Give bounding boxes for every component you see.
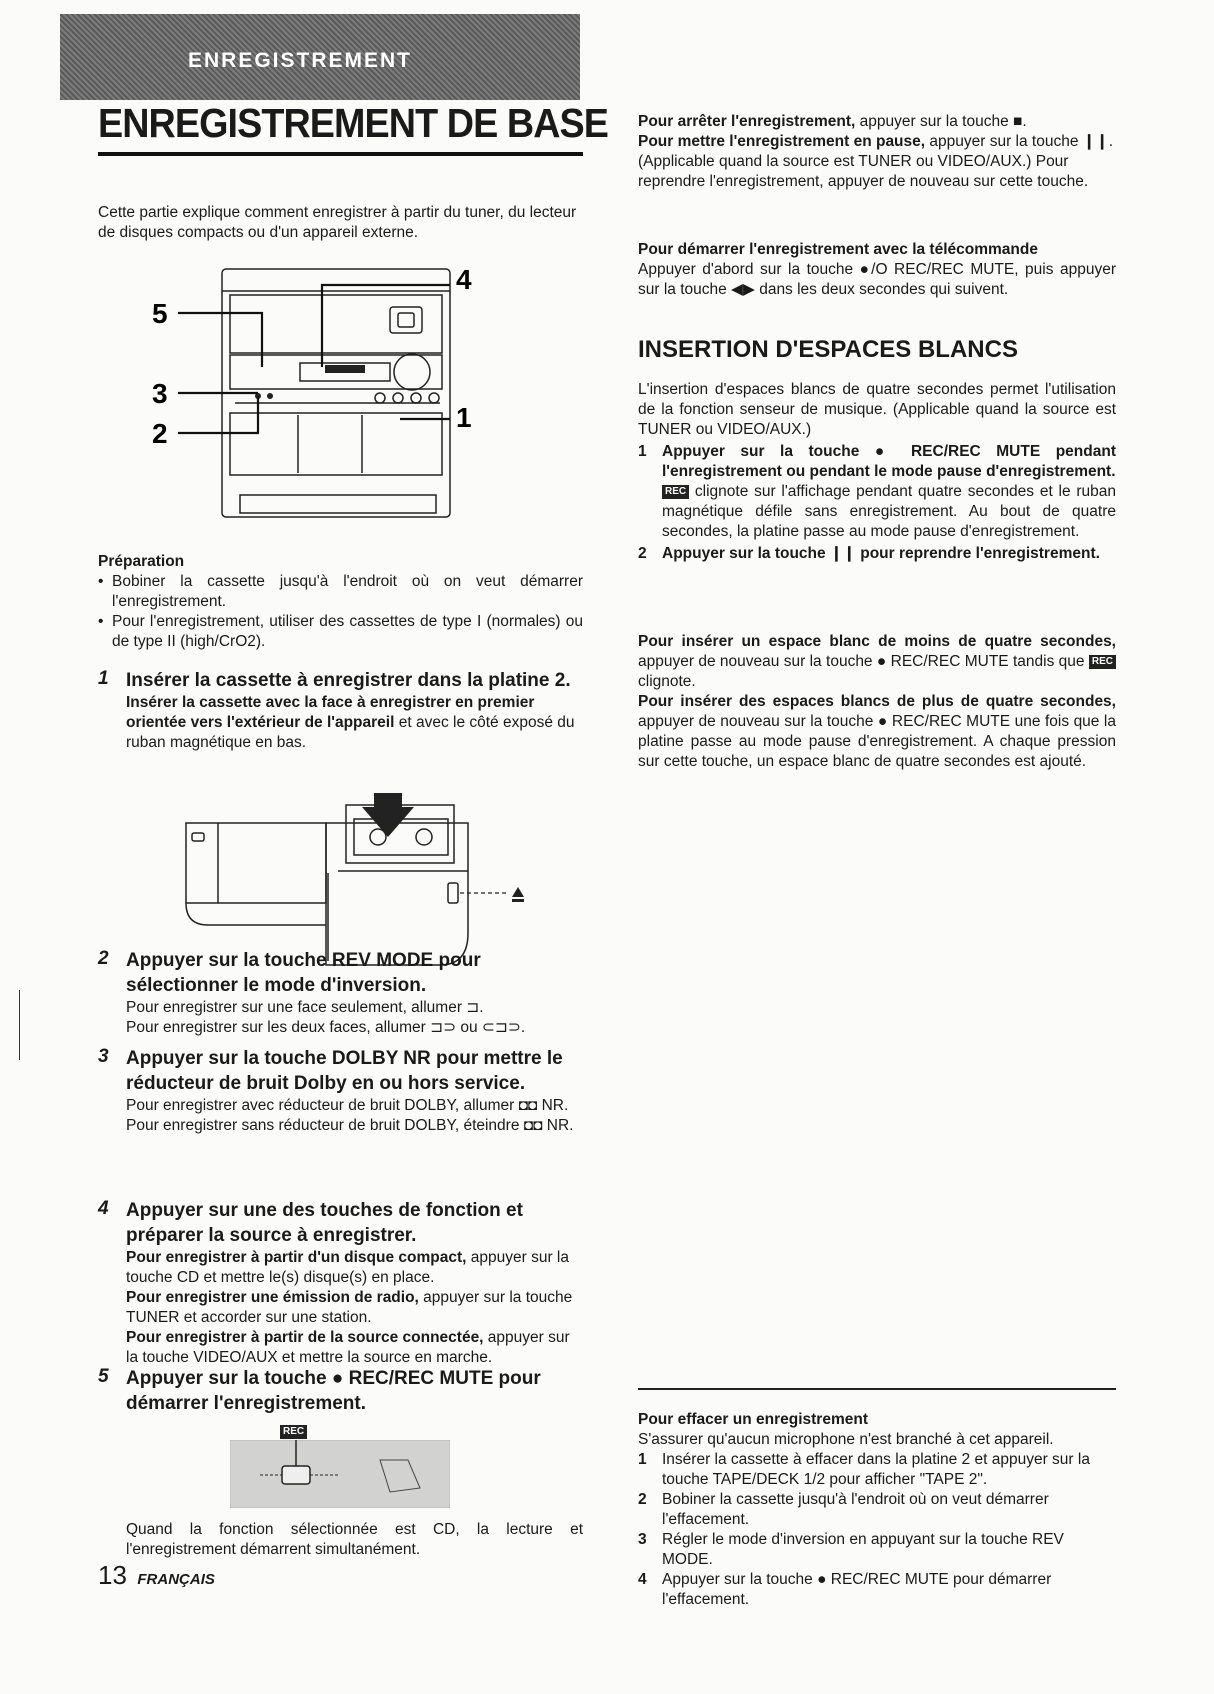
step-number: 1 xyxy=(98,668,109,689)
rec-badge: REC xyxy=(280,1425,307,1439)
preparation-section xyxy=(98,552,583,652)
blank-section-title: INSERTION D'ESPACES BLANCS xyxy=(638,336,1018,363)
stop-text: appuyer sur la touche ■. xyxy=(855,113,1027,130)
list-item xyxy=(638,1490,1116,1530)
step-5-note: Quand la fonction sélectionnée est CD, la lecture et l'enregistrement démarrent simultanément. xyxy=(126,1521,583,1558)
step-line-text: appuyer sur la touche CD et mettre le(s) disque(s) en place. xyxy=(126,1249,569,1286)
item-number: 2 xyxy=(638,1491,647,1508)
rec-badge: REC xyxy=(1089,655,1116,669)
callout-label: 2 xyxy=(152,418,168,449)
margin-mark xyxy=(19,990,20,1060)
pause-text: appuyer sur la touche ❙❙. (Applicable quand la source est TUNER ou VIDEO/AUX.) Pour reprendre l'enregistrement, appuyer de nouveau sur cette touche. xyxy=(638,133,1114,190)
step-body xyxy=(98,693,583,753)
page-number: 13 xyxy=(98,1560,127,1590)
step-heading: Appuyer sur la touche ● REC/REC MUTE pendant l'enregistrement ou pendant le mode pause d'enregistrement. xyxy=(662,443,1116,480)
section-header-band xyxy=(60,14,580,100)
item-number: 3 xyxy=(638,1531,647,1548)
step-number: 1 xyxy=(638,443,647,460)
more-bold: Pour insérer des espaces blancs de plus de quatre secondes, xyxy=(638,693,1116,710)
stereo-unit-figure xyxy=(150,255,530,545)
section-label: ENREGISTREMENT xyxy=(188,49,413,72)
blank-step-1 xyxy=(638,442,1116,542)
step-number: 4 xyxy=(98,1198,109,1219)
rec-badge: REC xyxy=(662,485,689,499)
step-number: 5 xyxy=(98,1366,109,1387)
less-text: appuyer de nouveau sur la touche ● REC/REC MUTE tandis que xyxy=(638,653,1089,670)
stop-pause-section xyxy=(638,112,1116,192)
less-bold: Pour insérer un espace blanc de moins de quatre secondes, xyxy=(638,633,1116,650)
callout-label: 5 xyxy=(152,298,168,329)
rec-indicator xyxy=(280,1423,307,1441)
callout-label: 1 xyxy=(456,402,472,433)
callout-label: 3 xyxy=(152,378,168,409)
step-4 xyxy=(98,1198,583,1368)
item-text: Appuyer sur la touche ● REC/REC MUTE pour démarrer l'effacement. xyxy=(662,1571,1052,1608)
more-text: appuyer de nouveau sur la touche ● REC/REC MUTE une fois que la platine passe au mode pause d'enregistrement. A chaque pression sur cette touche, un espace blanc de quatre secondes est ajouté. xyxy=(638,713,1116,770)
step-number: 2 xyxy=(638,545,647,562)
blank-section xyxy=(638,380,1116,564)
step-body xyxy=(662,482,1116,542)
less-than-four-paragraph xyxy=(638,632,1116,692)
step-5 xyxy=(98,1366,583,1416)
preparation-title: Préparation xyxy=(98,553,185,570)
cassette-insertion-figure xyxy=(178,793,538,968)
item-text: Bobiner la cassette jusqu'à l'endroit où on veut démarrer l'effacement. xyxy=(662,1491,1049,1528)
step-line-bold: Pour enregistrer une émission de radio, xyxy=(126,1289,419,1306)
step-line-bold: Pour enregistrer à partir de la source connectée, xyxy=(126,1329,484,1346)
step-body-text: et avec le côté exposé du ruban magnétique en bas. xyxy=(126,714,575,751)
step-number: 3 xyxy=(98,1046,109,1067)
step-line: Pour enregistrer sur les deux faces, allumer ⊐⊃ ou ⊂⊐⊃. xyxy=(126,1019,526,1036)
list-item: • Bobiner la cassette jusqu'à l'endroit où on veut démarrer l'enregistrement. xyxy=(98,572,583,612)
erase-intro: S'assurer qu'aucun microphone n'est branché à cet appareil. xyxy=(638,1431,1054,1448)
pause-bold: Pour mettre l'enregistrement en pause, xyxy=(638,133,926,150)
item-number: 4 xyxy=(638,1571,647,1588)
blank-extra-section xyxy=(638,632,1116,772)
section-divider xyxy=(638,1388,1116,1390)
step-heading: Appuyer sur la touche DOLBY NR pour mettre le réducteur de bruit Dolby en ou hors service. xyxy=(126,1048,563,1094)
page-footer xyxy=(98,1560,215,1591)
step-heading: Appuyer sur la touche REV MODE pour sélectionner le mode d'inversion. xyxy=(126,950,481,996)
title-rule xyxy=(98,152,583,156)
stop-bold: Pour arrêter l'enregistrement, xyxy=(638,113,856,130)
callout-label: 4 xyxy=(456,264,472,295)
step-1 xyxy=(98,668,583,753)
step-heading: Appuyer sur une des touches de fonction et préparer la source à enregistrer. xyxy=(126,1200,523,1246)
step-line: Pour enregistrer sur une face seulement, allumer ⊐. xyxy=(126,999,484,1016)
intro-text: Cette partie explique comment enregistrer à partir du tuner, du lecteur de disques compacts ou d'un appareil externe. xyxy=(98,204,577,241)
list-item xyxy=(638,1570,1116,1610)
step-line xyxy=(98,1288,583,1328)
blank-intro: L'insertion d'espaces blancs de quatre secondes permet l'utilisation de la fonction senseur de musique. (Applicable quand la source est TUNER ou VIDEO/AUX.) xyxy=(638,381,1116,438)
list-item: • Pour l'enregistrement, utiliser des cassettes de type I (normales) ou de type II (high/CrO2). xyxy=(98,612,583,652)
step-line xyxy=(98,1328,583,1368)
list-item xyxy=(638,1530,1116,1570)
page-title: ENREGISTREMENT DE BASE xyxy=(98,100,608,146)
step-line: Pour enregistrer sans réducteur de bruit DOLBY, éteindre ◘◘ NR. xyxy=(126,1117,574,1134)
step-line: Pour enregistrer avec réducteur de bruit DOLBY, allumer ◘◘ NR. xyxy=(126,1097,569,1114)
control-panel-figure xyxy=(230,1440,450,1508)
step-2 xyxy=(98,948,583,1038)
preparation-list xyxy=(98,572,583,652)
step-heading: Appuyer sur la touche ❙❙ pour reprendre l'enregistrement. xyxy=(662,545,1100,562)
blank-step-2 xyxy=(638,544,1116,564)
step-body-bold: Insérer la cassette avec la face à enregistrer en premier orientée vers l'extérieur de l'appareil xyxy=(126,694,535,731)
erase-steps xyxy=(638,1450,1116,1610)
erase-title: Pour effacer un enregistrement xyxy=(638,1411,868,1428)
language-label: FRANÇAIS xyxy=(137,1571,215,1588)
step-heading: Appuyer sur la touche ● REC/REC MUTE pour démarrer l'enregistrement. xyxy=(126,1368,541,1414)
remote-title: Pour démarrer l'enregistrement avec la télécommande xyxy=(638,241,1038,258)
remote-section xyxy=(638,240,1116,300)
item-number: 1 xyxy=(638,1451,647,1468)
remote-text: Appuyer d'abord sur la touche ●/O REC/REC MUTE, puis appuyer sur la touche ◀▶ dans les deux secondes qui suivent. xyxy=(638,261,1116,298)
step-line-text: appuyer sur la touche TUNER et accorder sur une station. xyxy=(126,1289,573,1326)
step-heading: Insérer la cassette à enregistrer dans la platine 2. xyxy=(126,670,571,691)
step-line-bold: Pour enregistrer à partir d'un disque compact, xyxy=(126,1249,467,1266)
step-number: 2 xyxy=(98,948,109,969)
stop-paragraph xyxy=(638,112,1116,132)
more-than-four-paragraph xyxy=(638,692,1116,772)
item-text: Insérer la cassette à effacer dans la platine 2 et appuyer sur la touche TAPE/DECK 1/2 pour afficher "TAPE 2". xyxy=(662,1451,1090,1488)
step-line-text: appuyer sur la touche VIDEO/AUX et mettre la source en marche. xyxy=(126,1329,570,1366)
list-item xyxy=(638,1450,1116,1490)
item-text: Régler le mode d'inversion en appuyant sur la touche REV MODE. xyxy=(662,1531,1064,1568)
step-body-text: clignote sur l'affichage pendant quatre secondes et le ruban magnétique défile sans enregistrement. Au bout de quatre secondes, la platine passe au mode pause d'enregistrement. xyxy=(662,483,1116,540)
less-text-end: clignote. xyxy=(638,673,696,690)
erase-section xyxy=(638,1410,1116,1610)
step-line xyxy=(98,1248,583,1288)
step-3 xyxy=(98,1046,583,1136)
pause-paragraph xyxy=(638,132,1116,192)
